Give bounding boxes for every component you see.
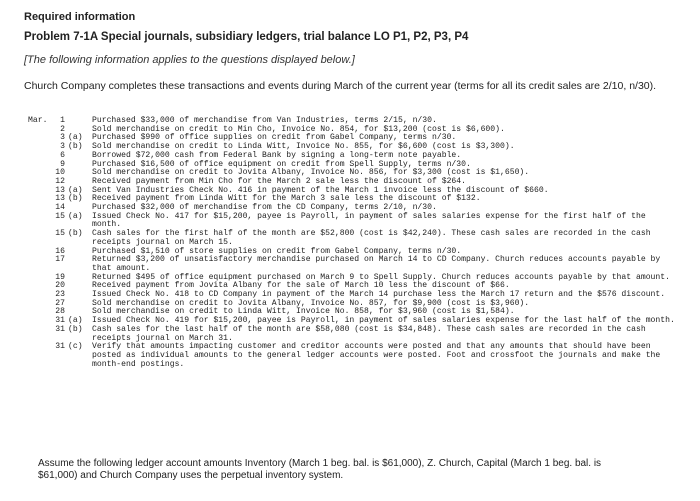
transaction-part: (b): [68, 142, 83, 152]
transaction-text: Sold merchandise on credit to Linda Witt, Invoice No. 855, for $6,600 (cost is $3,300).: [92, 142, 515, 152]
transaction-text: Received payment from Linda Witt for the March 3 sale less the discount of $132.: [92, 194, 481, 204]
transaction-text: Borrowed $72,000 cash from Federal Bank by signing a long-term note payable.: [92, 150, 462, 160]
transaction-text: Sent Van Industries Check No. 416 in payment of the March 1 invoice less the discount of $660.: [92, 185, 549, 195]
transaction-part: (b): [68, 229, 83, 239]
transaction-day: 15: [55, 211, 65, 221]
transaction-day: 31: [55, 316, 65, 326]
transaction-day: 14: [55, 203, 65, 213]
transaction-day: 2: [60, 124, 65, 134]
month-label: Mar.: [28, 116, 48, 125]
assumption-paragraph: Assume the following ledger account amounts Inventory (March 1 beg. bal. is $61,000), Z. Church, Capital (March 1 beg. bal. is $61,000) and Church Company uses the perpetual inventory system.: [38, 458, 602, 481]
transaction-text: Issued Check No. 417 for $15,200, payee is Payroll, in payment of sales salaries expense for the first half of the month.: [92, 211, 651, 230]
transaction-part: (a): [68, 316, 83, 326]
transaction-day: 23: [55, 290, 65, 300]
transaction-text: Returned $495 of office equipment purchased on March 9 to Spell Supply. Church reduces accounts payable by that amount.: [92, 272, 670, 282]
transaction-day: 15: [55, 229, 65, 239]
transaction-text: Purchased $33,000 of merchandise from Van Industries, terms 2/15, n/30.: [92, 116, 437, 125]
transaction-text: Received payment from Jovita Albany for the sale of March 10 less the discount of $66.: [92, 281, 510, 291]
transaction-text: Sold merchandise on credit to Jovita Albany, Invoice No. 856, for $3,300 (cost is $1,650).: [92, 168, 530, 178]
transaction-text: Issued Check No. 419 for $15,200, payee is Payroll, in payment of sales salaries expense for the last half of the month.: [92, 316, 675, 326]
transaction-text: Cash sales for the first half of the month are $52,800 (cost is $42,240). These cash sales are recorded in the cash receipts journal on March 15.: [92, 229, 656, 247]
transaction-part: (b): [68, 194, 83, 204]
transaction-day: 31: [55, 342, 65, 352]
instruction-subtitle: [The following information applies to the questions displayed below.]: [24, 54, 355, 66]
transaction-text: Cash sales for the last half of the month are $58,080 (cost is $34,848). These cash sales are recorded in the cash receipts journal on March 31.: [92, 324, 651, 343]
transaction-day: 13: [55, 194, 65, 204]
transaction-part: (a): [68, 185, 83, 195]
transaction-text: Sold merchandise on credit to Linda Witt, Invoice No. 858, for $3,960 (cost is $1,584).: [92, 307, 515, 317]
transaction-row: [28, 326, 678, 343]
transaction-text: Purchased $32,000 of merchandise from the CD Company, terms 2/10, n/30.: [92, 203, 437, 213]
transaction-text: Received payment from Min Cho for the March 2 sale less the discount of $264.: [92, 176, 466, 186]
transaction-day: 12: [55, 176, 65, 186]
problem-title: Problem 7-1A Special journals, subsidiary ledgers, trial balance LO P1, P2, P3, P4: [24, 31, 469, 43]
transaction-day: 10: [55, 168, 65, 178]
transaction-day: 28: [55, 307, 65, 317]
transaction-text: Sold merchandise on credit to Jovita Albany, Invoice No. 857, for $9,900 (cost is $3,960).: [92, 298, 530, 308]
transaction-text: Issued Check No. 418 to CD Company in payment of the March 14 purchase less the March 17 return and the $576 discount.: [92, 290, 666, 300]
transaction-day: 3: [60, 133, 65, 143]
transaction-text: Purchased $990 of office supplies on credit from Gabel Company, terms n/30.: [92, 133, 457, 143]
transaction-day: 3: [60, 142, 65, 152]
transaction-row: [28, 343, 678, 369]
transaction-text: Purchased $16,500 of office equipment on credit from Spell Supply, terms n/30.: [92, 159, 471, 169]
transaction-part: (a): [68, 211, 83, 221]
transaction-row: [28, 213, 678, 230]
transaction-day: 1: [60, 116, 65, 125]
transaction-text: Returned $3,200 of unsatisfactory merchandise purchased on March 14 to CD Company. Church reduces accounts payable by that amount.: [92, 255, 666, 273]
transaction-text: Sold merchandise on credit to Min Cho, Invoice No. 854, for $13,200 (cost is $6,600).: [92, 124, 505, 134]
transaction-day: 19: [55, 272, 65, 282]
required-information-heading: Required information: [24, 11, 136, 23]
transaction-text: Verify that amounts impacting customer and creditor accounts were posted and that any amounts that should have been posted as individual amounts to the general ledger accounts were posted. Foot and crossfoot the journals and make the month-end postings.: [92, 342, 666, 369]
transaction-text: Purchased $1,510 of store supplies on credit from Gabel Company, terms n/30.: [92, 246, 462, 256]
transaction-part: (a): [68, 133, 83, 143]
transaction-row: [28, 230, 678, 247]
transaction-day: 31: [55, 324, 65, 334]
transaction-day: 6: [60, 150, 65, 160]
transaction-day: 17: [55, 255, 65, 265]
transaction-row: [28, 256, 678, 273]
transaction-day: 13: [55, 185, 65, 195]
transactions-list: [28, 117, 678, 369]
transaction-day: 27: [55, 298, 65, 308]
transaction-part: (b): [68, 324, 83, 334]
transaction-day: 20: [55, 281, 65, 291]
transaction-part: (c): [68, 342, 83, 352]
transaction-day: 16: [55, 246, 65, 256]
intro-paragraph: Church Company completes these transactions and events during March of the current year (terms for all its credit sales are 2/10, n/30).: [24, 80, 657, 92]
transaction-day: 9: [60, 159, 65, 169]
